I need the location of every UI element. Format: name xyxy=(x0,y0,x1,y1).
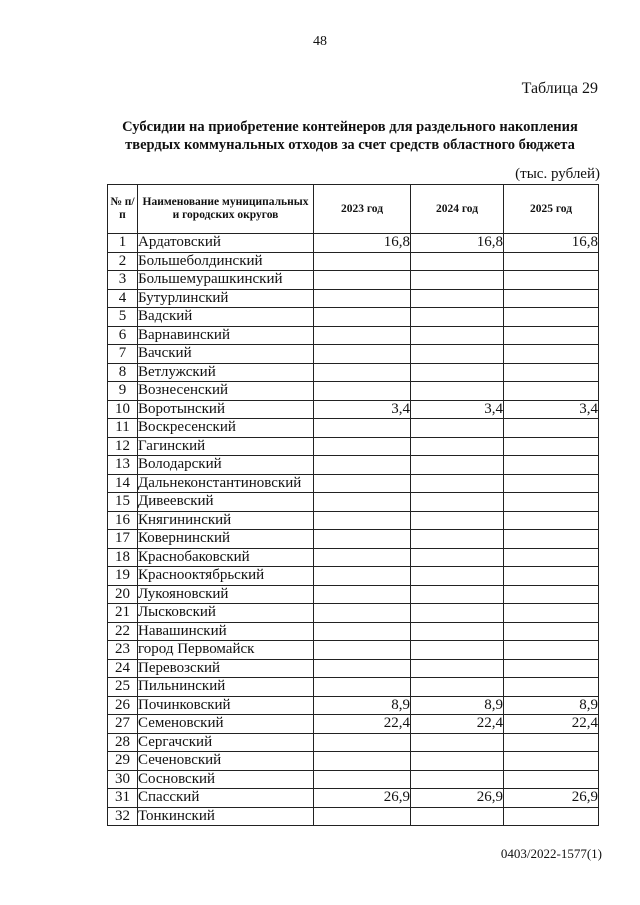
value-2024 xyxy=(411,289,504,308)
table-row xyxy=(108,530,599,549)
table-row xyxy=(108,234,599,253)
value-2023 xyxy=(314,493,411,512)
table-row xyxy=(108,511,599,530)
table-header-row xyxy=(108,185,599,234)
district-name: Ковернинский xyxy=(138,530,314,549)
value-2025 xyxy=(504,659,599,678)
value-2023: 26,9 xyxy=(314,789,411,808)
value-2023 xyxy=(314,456,411,475)
table-row xyxy=(108,678,599,697)
value-2023 xyxy=(314,345,411,364)
value-2023 xyxy=(314,548,411,567)
row-number: 6 xyxy=(108,326,138,345)
value-2023 xyxy=(314,382,411,401)
value-2025 xyxy=(504,641,599,660)
row-number: 26 xyxy=(108,696,138,715)
district-name: Лысковский xyxy=(138,604,314,623)
value-2024: 22,4 xyxy=(411,715,504,734)
value-2025 xyxy=(504,511,599,530)
value-2025 xyxy=(504,678,599,697)
row-number: 30 xyxy=(108,770,138,789)
district-name: Перевозский xyxy=(138,659,314,678)
table-row xyxy=(108,770,599,789)
value-2023 xyxy=(314,252,411,271)
title-line: твердых коммунальных отходов за счет средств областного бюджета xyxy=(125,137,575,153)
value-2024 xyxy=(411,641,504,660)
value-2025 xyxy=(504,770,599,789)
value-2024 xyxy=(411,326,504,345)
document-code: 0403/2022-1577(1) xyxy=(500,846,602,861)
title-line: Субсидии на приобретение контейнеров для раздельного накопления xyxy=(122,119,578,135)
row-number: 20 xyxy=(108,585,138,604)
table-row xyxy=(108,567,599,586)
row-number: 1 xyxy=(108,234,138,253)
value-2025 xyxy=(504,308,599,327)
value-2024 xyxy=(411,678,504,697)
value-2024 xyxy=(411,271,504,290)
table-row xyxy=(108,789,599,808)
row-number: 9 xyxy=(108,382,138,401)
row-number: 29 xyxy=(108,752,138,771)
value-2023 xyxy=(314,807,411,826)
value-2023 xyxy=(314,641,411,660)
district-name: Дивеевский xyxy=(138,493,314,512)
value-2024 xyxy=(411,530,504,549)
value-2024 xyxy=(411,770,504,789)
district-name: Краснооктябрьский xyxy=(138,567,314,586)
value-2025 xyxy=(504,807,599,826)
value-2024 xyxy=(411,345,504,364)
row-number: 28 xyxy=(108,733,138,752)
value-2024 xyxy=(411,548,504,567)
row-number: 18 xyxy=(108,548,138,567)
row-number: 23 xyxy=(108,641,138,660)
district-name: Вадский xyxy=(138,308,314,327)
value-2023 xyxy=(314,326,411,345)
value-2025 xyxy=(504,382,599,401)
value-2023 xyxy=(314,567,411,586)
value-2025 xyxy=(504,271,599,290)
value-2024 xyxy=(411,252,504,271)
row-number: 13 xyxy=(108,456,138,475)
value-2024 xyxy=(411,437,504,456)
table-row xyxy=(108,363,599,382)
value-2023 xyxy=(314,622,411,641)
value-2023 xyxy=(314,437,411,456)
district-name: Сергачский xyxy=(138,733,314,752)
table-row xyxy=(108,752,599,771)
header-2025: 2025 год xyxy=(504,185,599,234)
value-2024: 26,9 xyxy=(411,789,504,808)
value-2024 xyxy=(411,382,504,401)
header-name: Наименование муниципальных и городских округов xyxy=(138,185,314,234)
row-number: 5 xyxy=(108,308,138,327)
table-row xyxy=(108,622,599,641)
district-name: Пильнинский xyxy=(138,678,314,697)
value-2025 xyxy=(504,345,599,364)
header-2023: 2023 год xyxy=(314,185,411,234)
table-row xyxy=(108,733,599,752)
table-row xyxy=(108,641,599,660)
district-name: город Первомайск xyxy=(138,641,314,660)
district-name: Ардатовский xyxy=(138,234,314,253)
page-number: 48 xyxy=(313,34,327,49)
district-name: Сосновский xyxy=(138,770,314,789)
district-name: Краснобаковский xyxy=(138,548,314,567)
value-2023 xyxy=(314,770,411,789)
value-2025 xyxy=(504,493,599,512)
district-name: Навашинский xyxy=(138,622,314,641)
district-name: Лукояновский xyxy=(138,585,314,604)
row-number: 25 xyxy=(108,678,138,697)
value-2025: 22,4 xyxy=(504,715,599,734)
table-row xyxy=(108,696,599,715)
row-number: 10 xyxy=(108,400,138,419)
value-2025 xyxy=(504,363,599,382)
value-2025 xyxy=(504,733,599,752)
units-label: (тыс. рублей) xyxy=(515,166,600,182)
value-2023 xyxy=(314,511,411,530)
table-row xyxy=(108,345,599,364)
table-row xyxy=(108,807,599,826)
value-2025 xyxy=(504,530,599,549)
district-name: Вачский xyxy=(138,345,314,364)
table-row xyxy=(108,400,599,419)
value-2025 xyxy=(504,289,599,308)
district-name: Бутурлинский xyxy=(138,289,314,308)
value-2025 xyxy=(504,622,599,641)
value-2025 xyxy=(504,252,599,271)
row-number: 17 xyxy=(108,530,138,549)
district-name: Семеновский xyxy=(138,715,314,734)
value-2024 xyxy=(411,511,504,530)
value-2023: 22,4 xyxy=(314,715,411,734)
row-number: 31 xyxy=(108,789,138,808)
table-row xyxy=(108,252,599,271)
value-2025: 16,8 xyxy=(504,234,599,253)
district-name: Большемурашкинский xyxy=(138,271,314,290)
value-2025 xyxy=(504,585,599,604)
district-name: Володарский xyxy=(138,456,314,475)
value-2025: 3,4 xyxy=(504,400,599,419)
value-2023: 8,9 xyxy=(314,696,411,715)
table-row xyxy=(108,604,599,623)
table-row xyxy=(108,456,599,475)
table-row xyxy=(108,289,599,308)
table-row xyxy=(108,271,599,290)
table-row xyxy=(108,419,599,438)
row-number: 27 xyxy=(108,715,138,734)
district-name: Вознесенский xyxy=(138,382,314,401)
row-number: 14 xyxy=(108,474,138,493)
row-number: 22 xyxy=(108,622,138,641)
row-number: 16 xyxy=(108,511,138,530)
value-2023 xyxy=(314,271,411,290)
value-2023 xyxy=(314,659,411,678)
value-2023: 3,4 xyxy=(314,400,411,419)
row-number: 15 xyxy=(108,493,138,512)
district-name: Варнавинский xyxy=(138,326,314,345)
value-2025 xyxy=(504,326,599,345)
value-2025 xyxy=(504,419,599,438)
table-row xyxy=(108,382,599,401)
value-2025: 26,9 xyxy=(504,789,599,808)
value-2024: 8,9 xyxy=(411,696,504,715)
row-number: 12 xyxy=(108,437,138,456)
value-2024 xyxy=(411,308,504,327)
table-row xyxy=(108,715,599,734)
district-name: Воскресенский xyxy=(138,419,314,438)
row-number: 3 xyxy=(108,271,138,290)
value-2023 xyxy=(314,733,411,752)
value-2024 xyxy=(411,456,504,475)
value-2025 xyxy=(504,752,599,771)
value-2023: 16,8 xyxy=(314,234,411,253)
value-2024 xyxy=(411,807,504,826)
district-name: Сеченовский xyxy=(138,752,314,771)
value-2023 xyxy=(314,530,411,549)
district-name: Гагинский xyxy=(138,437,314,456)
value-2024 xyxy=(411,474,504,493)
table-label: Таблица 29 xyxy=(521,80,598,97)
district-name: Спасский xyxy=(138,789,314,808)
row-number: 4 xyxy=(108,289,138,308)
value-2025 xyxy=(504,604,599,623)
header-number: № п/п xyxy=(108,185,138,234)
district-name: Воротынский xyxy=(138,400,314,419)
district-name: Княгининский xyxy=(138,511,314,530)
header-2024: 2024 год xyxy=(411,185,504,234)
value-2024 xyxy=(411,659,504,678)
value-2025 xyxy=(504,567,599,586)
value-2025 xyxy=(504,474,599,493)
value-2023 xyxy=(314,474,411,493)
table-row xyxy=(108,548,599,567)
row-number: 32 xyxy=(108,807,138,826)
value-2024 xyxy=(411,419,504,438)
value-2024 xyxy=(411,585,504,604)
table-row xyxy=(108,659,599,678)
row-number: 2 xyxy=(108,252,138,271)
subsidy-table xyxy=(107,184,599,826)
value-2024: 16,8 xyxy=(411,234,504,253)
value-2024 xyxy=(411,493,504,512)
value-2023 xyxy=(314,604,411,623)
value-2025 xyxy=(504,437,599,456)
table-row xyxy=(108,585,599,604)
value-2024 xyxy=(411,604,504,623)
value-2023 xyxy=(314,678,411,697)
table-row xyxy=(108,474,599,493)
value-2023 xyxy=(314,308,411,327)
value-2023 xyxy=(314,363,411,382)
document-title xyxy=(100,118,600,154)
district-name: Починковский xyxy=(138,696,314,715)
value-2024 xyxy=(411,363,504,382)
district-name: Большеболдинский xyxy=(138,252,314,271)
value-2025 xyxy=(504,548,599,567)
district-name: Тонкинский xyxy=(138,807,314,826)
district-name: Ветлужский xyxy=(138,363,314,382)
value-2024 xyxy=(411,622,504,641)
row-number: 21 xyxy=(108,604,138,623)
value-2024 xyxy=(411,752,504,771)
value-2023 xyxy=(314,419,411,438)
value-2023 xyxy=(314,289,411,308)
table-row xyxy=(108,437,599,456)
district-name: Дальнеконстантиновский xyxy=(138,474,314,493)
value-2024 xyxy=(411,567,504,586)
value-2024 xyxy=(411,733,504,752)
row-number: 24 xyxy=(108,659,138,678)
row-number: 8 xyxy=(108,363,138,382)
row-number: 11 xyxy=(108,419,138,438)
table-row xyxy=(108,308,599,327)
value-2023 xyxy=(314,585,411,604)
table-row xyxy=(108,326,599,345)
table-row xyxy=(108,493,599,512)
value-2025: 8,9 xyxy=(504,696,599,715)
value-2024: 3,4 xyxy=(411,400,504,419)
row-number: 7 xyxy=(108,345,138,364)
value-2023 xyxy=(314,752,411,771)
row-number: 19 xyxy=(108,567,138,586)
value-2025 xyxy=(504,456,599,475)
